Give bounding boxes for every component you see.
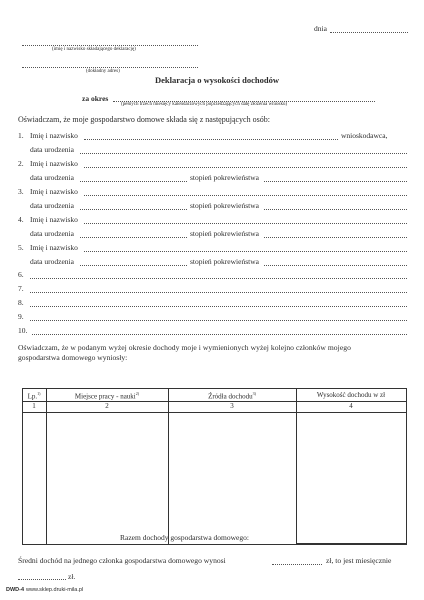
- relation-label: stopień pokrewieństwa: [190, 229, 259, 238]
- income-statement-line2: gospodarstwa domowego wyniosły:: [18, 353, 128, 362]
- document-title: Deklaracja o wysokości dochodów: [155, 75, 279, 85]
- applicant-suffix: wnioskodawca,: [341, 131, 388, 140]
- birth-date-label: data urodzenia: [30, 173, 74, 182]
- member-number: 2.: [18, 159, 24, 168]
- member-name-label: Imię i nazwisko: [30, 159, 78, 168]
- birth-date-label: data urodzenia: [30, 257, 74, 266]
- period-caption: (pełnych trzech miesięcy kalendarzowych poprzedzających datę złożenia wniosku): [121, 102, 288, 107]
- birth-date-field[interactable]: [80, 265, 187, 266]
- relation-field[interactable]: [264, 181, 407, 182]
- birth-date-field[interactable]: [80, 153, 407, 154]
- member-number: 3.: [18, 187, 24, 196]
- average-field[interactable]: [272, 564, 322, 565]
- column-number: 4: [349, 402, 353, 410]
- member-name-label: Imię i nazwisko: [30, 243, 78, 252]
- member-number: 8.: [18, 298, 24, 307]
- member-number: 1.: [18, 131, 24, 140]
- member-name-field[interactable]: [84, 195, 407, 196]
- address-caption: (dokładny adres): [86, 69, 120, 74]
- member-number: 4.: [18, 215, 24, 224]
- average-text: Średni dochód na jednego członka gospodarstwa domowego wynosi: [18, 556, 226, 565]
- birth-date-field[interactable]: [80, 237, 187, 238]
- member-number: 5.: [18, 243, 24, 252]
- birth-date-label: data urodzenia: [30, 145, 74, 154]
- member-name-label: Imię i nazwisko: [30, 131, 78, 140]
- birth-date-field[interactable]: [80, 181, 187, 182]
- member-number: 10.: [18, 326, 28, 335]
- shop-url: www.sklep.druki-mila.pl: [26, 587, 84, 593]
- declarant-name-caption: (imię i nazwisko składającego deklarację): [52, 47, 136, 52]
- income-statement-line1: Oświadczam, że w podanym wyżej okresie dochody moje i wymienionych wyżej kolejno członków mojego: [18, 343, 351, 352]
- member-field[interactable]: [30, 292, 407, 293]
- relation-field[interactable]: [264, 237, 407, 238]
- birth-date-label: data urodzenia: [30, 229, 74, 238]
- income-table: [22, 388, 407, 545]
- period-label: za okres: [82, 94, 109, 103]
- total-amount-cell[interactable]: [296, 531, 407, 544]
- column-number: 3: [230, 402, 234, 410]
- relation-label: stopień pokrewieństwa: [190, 201, 259, 210]
- relation-label: stopień pokrewieństwa: [190, 173, 259, 182]
- birth-date-field[interactable]: [80, 209, 187, 210]
- date-label: dnia: [314, 24, 327, 33]
- column-header-workplace: Miejsce pracy - nauki$^{2)}$: [74, 391, 140, 401]
- form-code: DWD-4: [6, 587, 25, 593]
- member-number: 9.: [18, 312, 24, 321]
- member-number: 7.: [18, 284, 24, 293]
- member-name-label: Imię i nazwisko: [30, 215, 78, 224]
- household-intro: Oświadczam, że moje gospodarstwo domowe składa się z następujących osób:: [18, 115, 270, 124]
- currency-label: zł.: [68, 572, 76, 581]
- member-name-field[interactable]: [84, 167, 407, 168]
- member-field[interactable]: [32, 334, 407, 335]
- column-header-lp: Lp.$^{1)}$: [27, 391, 41, 401]
- declarant-name-field[interactable]: [22, 45, 198, 46]
- member-name-field[interactable]: [84, 251, 407, 252]
- birth-date-label: data urodzenia: [30, 201, 74, 210]
- member-field[interactable]: [30, 306, 407, 307]
- member-number: 6.: [18, 270, 24, 279]
- column-number: 2: [105, 402, 109, 410]
- average-zl-text: zł, to jest miesięcznie: [326, 556, 392, 565]
- member-field[interactable]: [30, 278, 407, 279]
- member-name-label: Imię i nazwisko: [30, 187, 78, 196]
- total-label: Razem dochody gospodarstwa domowego:: [120, 533, 249, 542]
- member-name-field[interactable]: [84, 139, 338, 140]
- relation-label: stopień pokrewieństwa: [190, 257, 259, 266]
- date-field[interactable]: [330, 32, 408, 33]
- relation-field[interactable]: [264, 265, 407, 266]
- relation-field[interactable]: [264, 209, 407, 210]
- monthly-field[interactable]: [18, 579, 66, 580]
- member-name-field[interactable]: [84, 223, 407, 224]
- column-header-source: Źródła dochodu$^{3)}$: [208, 391, 256, 401]
- column-header-amount: Wysokość dochodu w zł: [316, 391, 386, 399]
- member-field[interactable]: [30, 320, 407, 321]
- column-number: 1: [32, 402, 36, 410]
- address-field[interactable]: [22, 67, 198, 68]
